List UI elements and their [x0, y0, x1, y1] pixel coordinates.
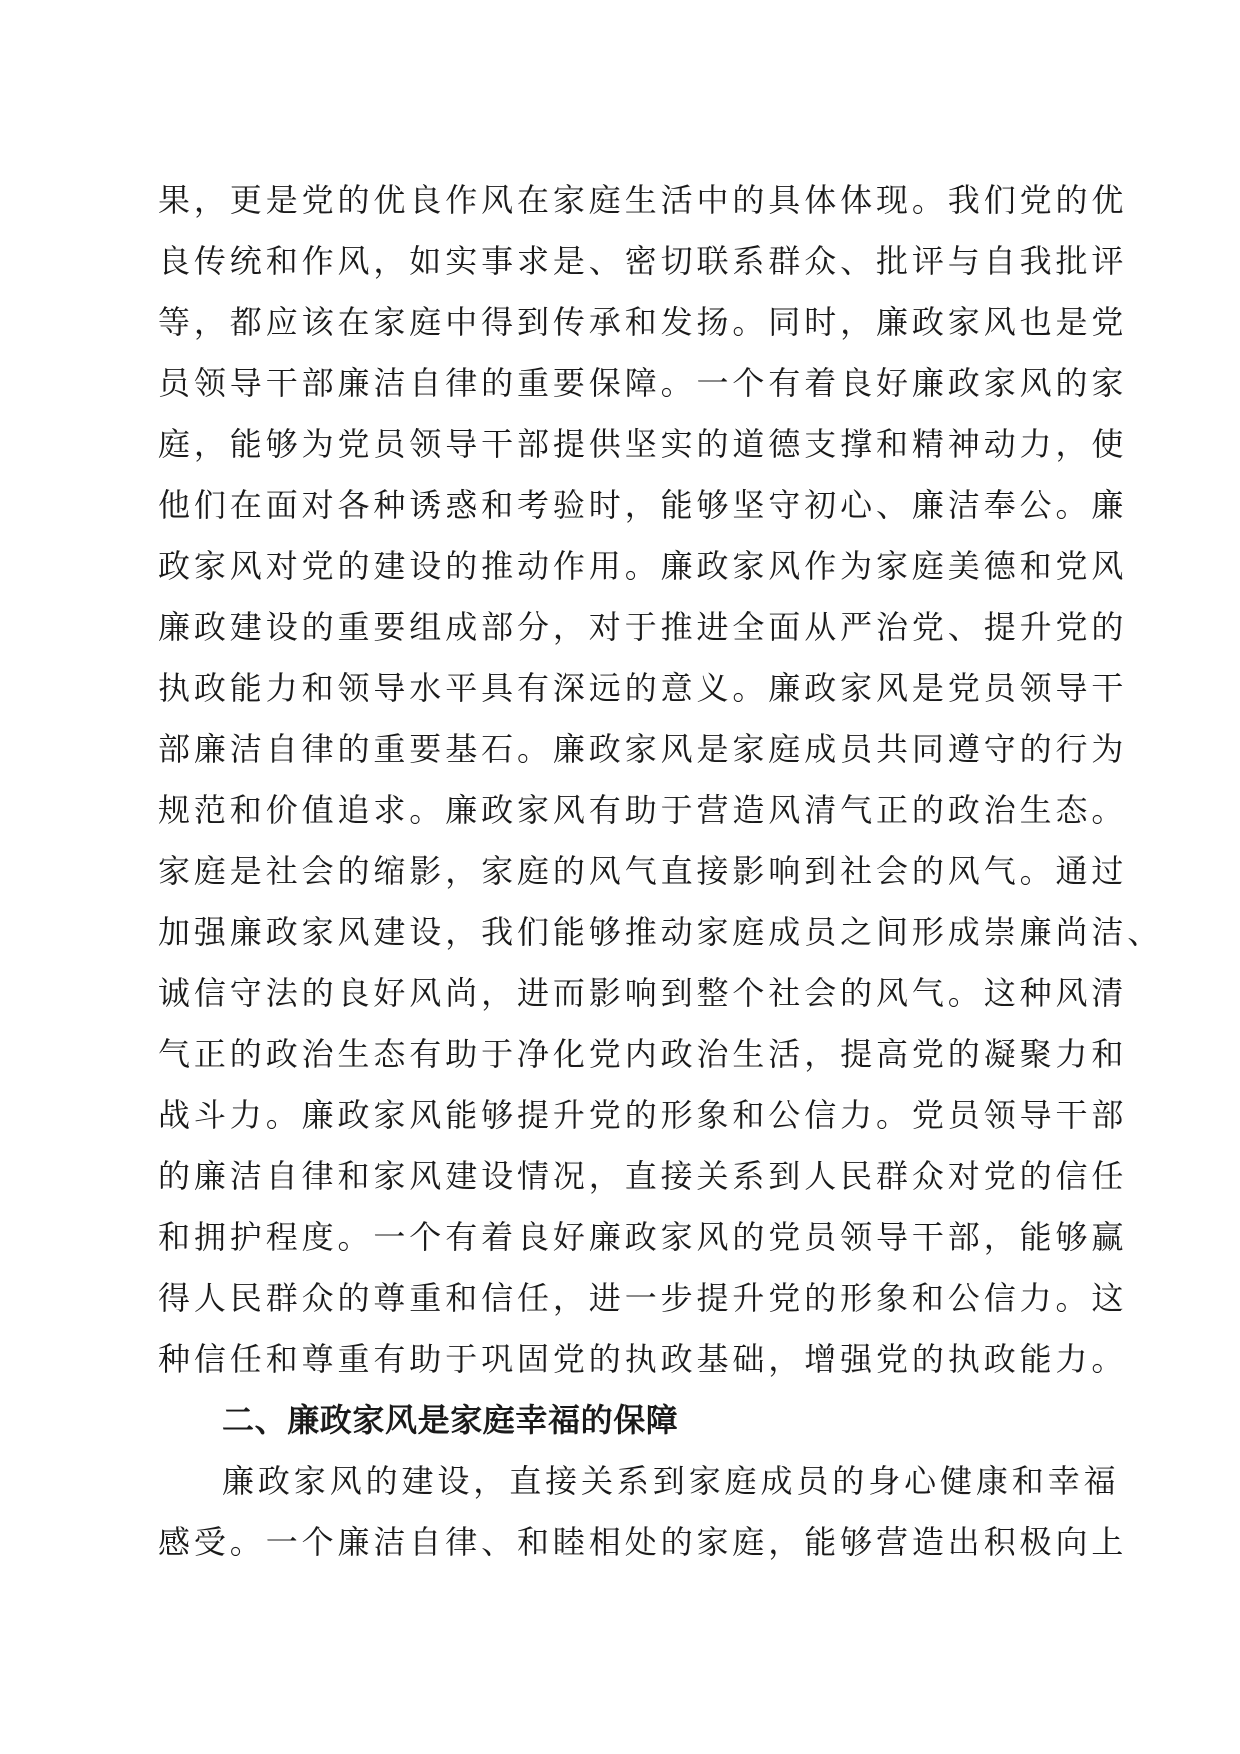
- paragraph-line: 家庭是社会的缩影，家庭的风气直接影响到社会的风气。通过: [158, 852, 1128, 890]
- paragraph-line: 气正的政治生态有助于净化党内政治生活，提高党的凝聚力和: [158, 1035, 1128, 1073]
- paragraph-line: 廉政建设的重要组成部分，对于推进全面从严治党、提升党的: [158, 608, 1128, 646]
- paragraph-line: 员领导干部廉洁自律的重要保障。一个有着良好廉政家风的家: [158, 364, 1128, 402]
- paragraph-line: 庭，能够为党员领导干部提供坚实的道德支撑和精神动力，使: [158, 425, 1128, 463]
- paragraph-line: 他们在面对各种诱惑和考验时，能够坚守初心、廉洁奉公。廉: [158, 486, 1128, 524]
- paragraph-line: 果，更是党的优良作风在家庭生活中的具体体现。我们党的优: [158, 181, 1128, 219]
- paragraph-line: 良传统和作风，如实事求是、密切联系群众、批评与自我批评: [158, 242, 1128, 280]
- paragraph-line: 战斗力。廉政家风能够提升党的形象和公信力。党员领导干部: [158, 1096, 1128, 1134]
- paragraph-line: 得人民群众的尊重和信任，进一步提升党的形象和公信力。这: [158, 1279, 1128, 1317]
- paragraph-line: 执政能力和领导水平具有深远的意义。廉政家风是党员领导干: [158, 669, 1128, 707]
- paragraph-line: 诚信守法的良好风尚，进而影响到整个社会的风气。这种风清: [158, 974, 1128, 1012]
- paragraph-line: 加强廉政家风建设，我们能够推动家庭成员之间形成崇廉尚洁、: [158, 913, 1164, 951]
- paragraph-line: 等，都应该在家庭中得到传承和发扬。同时，廉政家风也是党: [158, 303, 1128, 341]
- paragraph-line: 种信任和尊重有助于巩固党的执政基础，增强党的执政能力。: [158, 1340, 1128, 1378]
- paragraph-line: 政家风对党的建设的推动作用。廉政家风作为家庭美德和党风: [158, 547, 1128, 585]
- section-heading: 二、廉政家风是家庭幸福的保障: [222, 1401, 679, 1439]
- paragraph-line: 和拥护程度。一个有着良好廉政家风的党员领导干部，能够赢: [158, 1218, 1128, 1256]
- paragraph-line: 廉政家风的建设，直接关系到家庭成员的身心健康和幸福: [222, 1462, 1120, 1500]
- document-body: [158, 170, 1164, 1573]
- paragraph-line: 规范和价值追求。廉政家风有助于营造风清气正的政治生态。: [158, 791, 1128, 829]
- paragraph-line: 的廉洁自律和家风建设情况，直接关系到人民群众对党的信任: [158, 1157, 1128, 1195]
- paragraph-line: 部廉洁自律的重要基石。廉政家风是家庭成员共同遵守的行为: [158, 730, 1128, 768]
- paragraph-line: 感受。一个廉洁自律、和睦相处的家庭，能够营造出积极向上: [158, 1523, 1128, 1561]
